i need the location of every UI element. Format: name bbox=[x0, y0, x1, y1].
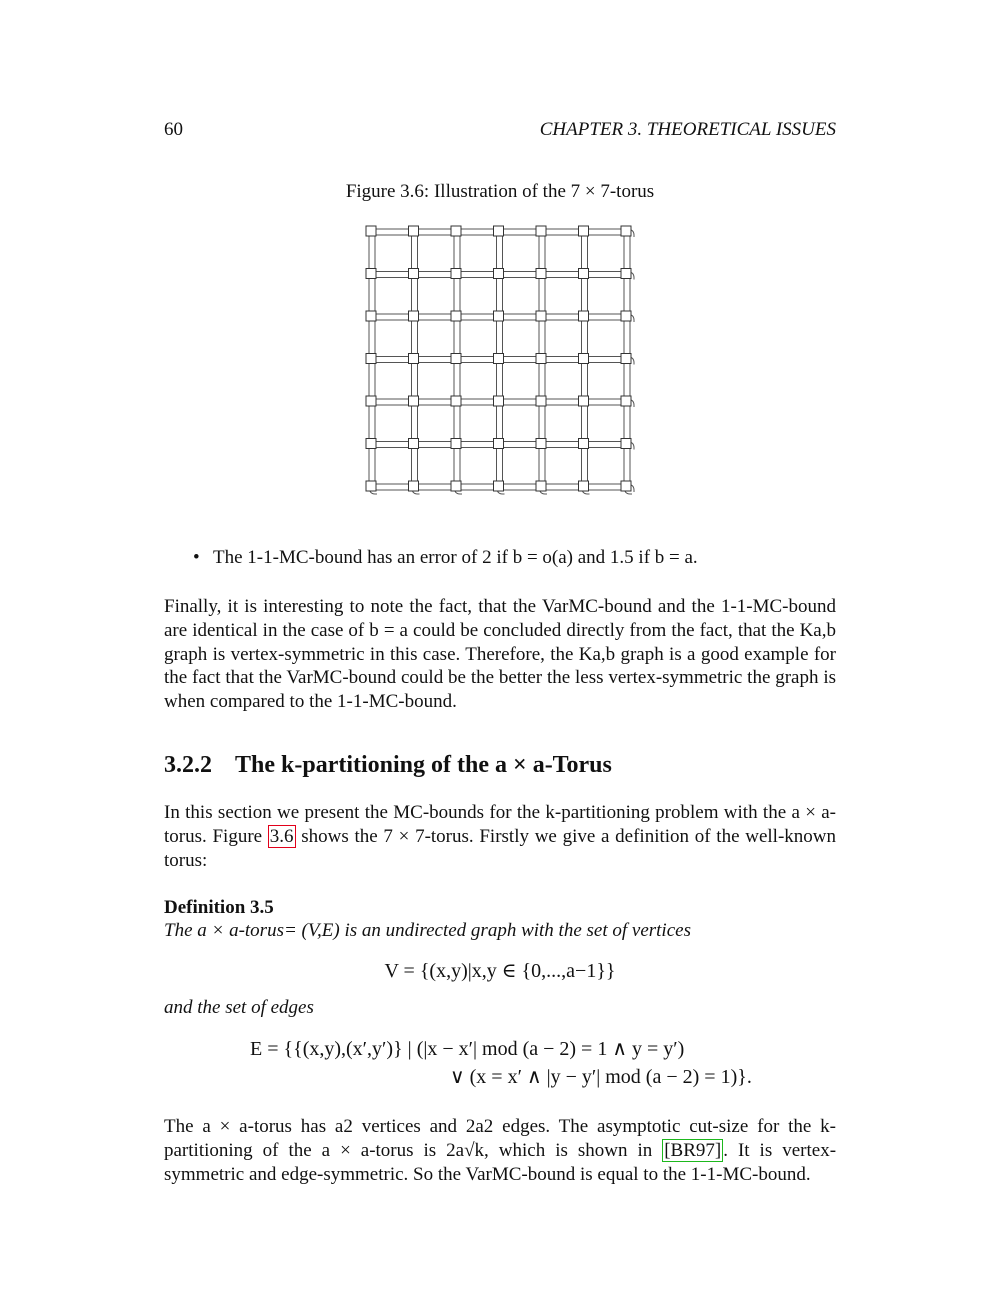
torus-vertex bbox=[451, 439, 461, 449]
torus-vertex bbox=[409, 439, 419, 449]
torus-vertex bbox=[366, 354, 376, 364]
section-heading bbox=[164, 752, 612, 779]
definition-statement: The a × a-torus= (V,E) is an undirected graph with the set of vertices bbox=[164, 920, 691, 941]
torus-vertex bbox=[536, 354, 546, 364]
torus-vertex bbox=[451, 396, 461, 406]
torus-vertex bbox=[579, 396, 589, 406]
torus-vertex bbox=[621, 396, 631, 406]
bullet-item bbox=[193, 547, 698, 569]
torus-vertex bbox=[409, 481, 419, 491]
torus-vertex bbox=[536, 311, 546, 321]
torus-vertex bbox=[579, 439, 589, 449]
edge-set-equation-line1: E = {{(x,y),(x′,y′)} | (|x − x′| mod (a − 2) = 1 ∧ y = y′) bbox=[250, 1038, 685, 1060]
vertex-set-equation: V = {(x,y)|x,y ∈ {0,...,a−1}} bbox=[384, 960, 616, 982]
torus-vertex bbox=[409, 269, 419, 279]
torus-vertex bbox=[451, 269, 461, 279]
torus-illustration bbox=[360, 222, 640, 497]
torus-vertex bbox=[536, 396, 546, 406]
section-number: 3.2.2 bbox=[164, 752, 212, 778]
torus-vertex bbox=[366, 269, 376, 279]
paragraph-varmc-comparison: Finally, it is interesting to note the fact, that the VarMC-bound and the 1-1-MC-bound are identical in the case of b = a could be concluded directly from the fact, that the Ka,b graph is vertex-symmetric in this case. Therefore, the Ka,b graph is a good example for the fact that the VarMC-bound could be the better the less vertex-symmetric the graph is when compared to the 1-1-MC-bound. bbox=[164, 596, 836, 713]
torus-vertex bbox=[409, 226, 419, 236]
paragraph-text: shows the 7 × 7-torus. Firstly we give a definition of the well-known torus: bbox=[164, 825, 836, 871]
figure-ref-link[interactable]: 3.6 bbox=[269, 825, 294, 847]
torus-vertex bbox=[536, 269, 546, 279]
torus-vertex bbox=[536, 481, 546, 491]
torus-vertex bbox=[621, 311, 631, 321]
torus-vertex bbox=[366, 226, 376, 236]
edge-set-intro: and the set of edges bbox=[164, 997, 314, 1018]
torus-vertex bbox=[451, 226, 461, 236]
torus-vertex bbox=[451, 354, 461, 364]
edge-set-equation-line2: ∨ (x = x′ ∧ |y − y′| mod (a − 2) = 1)}. bbox=[450, 1066, 752, 1088]
page-number: 60 bbox=[164, 119, 183, 140]
torus-vertex bbox=[536, 439, 546, 449]
torus-vertex bbox=[621, 354, 631, 364]
torus-vertex bbox=[409, 354, 419, 364]
torus-vertex bbox=[579, 354, 589, 364]
torus-vertex bbox=[579, 226, 589, 236]
torus-vertex bbox=[366, 481, 376, 491]
figure-caption: Figure 3.6: Illustration of the 7 × 7-torus bbox=[345, 181, 655, 202]
torus-vertex bbox=[366, 439, 376, 449]
torus-vertex bbox=[494, 439, 504, 449]
torus-vertex bbox=[621, 481, 631, 491]
torus-vertex bbox=[536, 226, 546, 236]
bullet-text: The 1-1-MC-bound has an error of 2 if b = o(a) and 1.5 if b = a. bbox=[213, 547, 698, 568]
torus-vertex bbox=[494, 269, 504, 279]
section-title: The k-partitioning of the a × a-Torus bbox=[235, 752, 612, 778]
running-title: CHAPTER 3. THEORETICAL ISSUES bbox=[539, 119, 836, 140]
paragraph-text: The a × a-torus has a2 vertices and 2a2 edges. The asymptotic cut-size for the k-partitioning of the a × a-torus is 2a√k, which is shown in bbox=[164, 1116, 836, 1161]
paragraph-torus-intro bbox=[164, 801, 836, 872]
paragraph-text: In this section we present the MC-bounds for the k-partitioning problem with the a × a-torus. Figure bbox=[164, 802, 836, 847]
torus-vertex bbox=[494, 226, 504, 236]
torus-vertex bbox=[579, 311, 589, 321]
torus-vertex bbox=[409, 311, 419, 321]
torus-vertex bbox=[579, 481, 589, 491]
torus-vertex bbox=[451, 311, 461, 321]
paragraph-torus-properties bbox=[164, 1115, 836, 1186]
torus-vertex bbox=[579, 269, 589, 279]
torus-vertex bbox=[621, 439, 631, 449]
torus-vertex bbox=[451, 481, 461, 491]
paragraph-text: . It is vertex-symmetric and edge-symmetric. So the VarMC-bound is equal to the 1-1-MC-bound. bbox=[164, 1139, 837, 1185]
torus-vertex bbox=[621, 226, 631, 236]
torus-vertex bbox=[621, 269, 631, 279]
torus-vertex bbox=[409, 396, 419, 406]
torus-vertex bbox=[366, 311, 376, 321]
bullet-marker: • bbox=[193, 547, 200, 568]
torus-vertex bbox=[366, 396, 376, 406]
torus-vertex bbox=[494, 481, 504, 491]
torus-vertex bbox=[494, 396, 504, 406]
citation-link[interactable]: [BR97] bbox=[664, 1139, 722, 1161]
definition-heading: Definition 3.5 bbox=[164, 897, 274, 918]
torus-vertex bbox=[494, 354, 504, 364]
torus-vertex bbox=[494, 311, 504, 321]
